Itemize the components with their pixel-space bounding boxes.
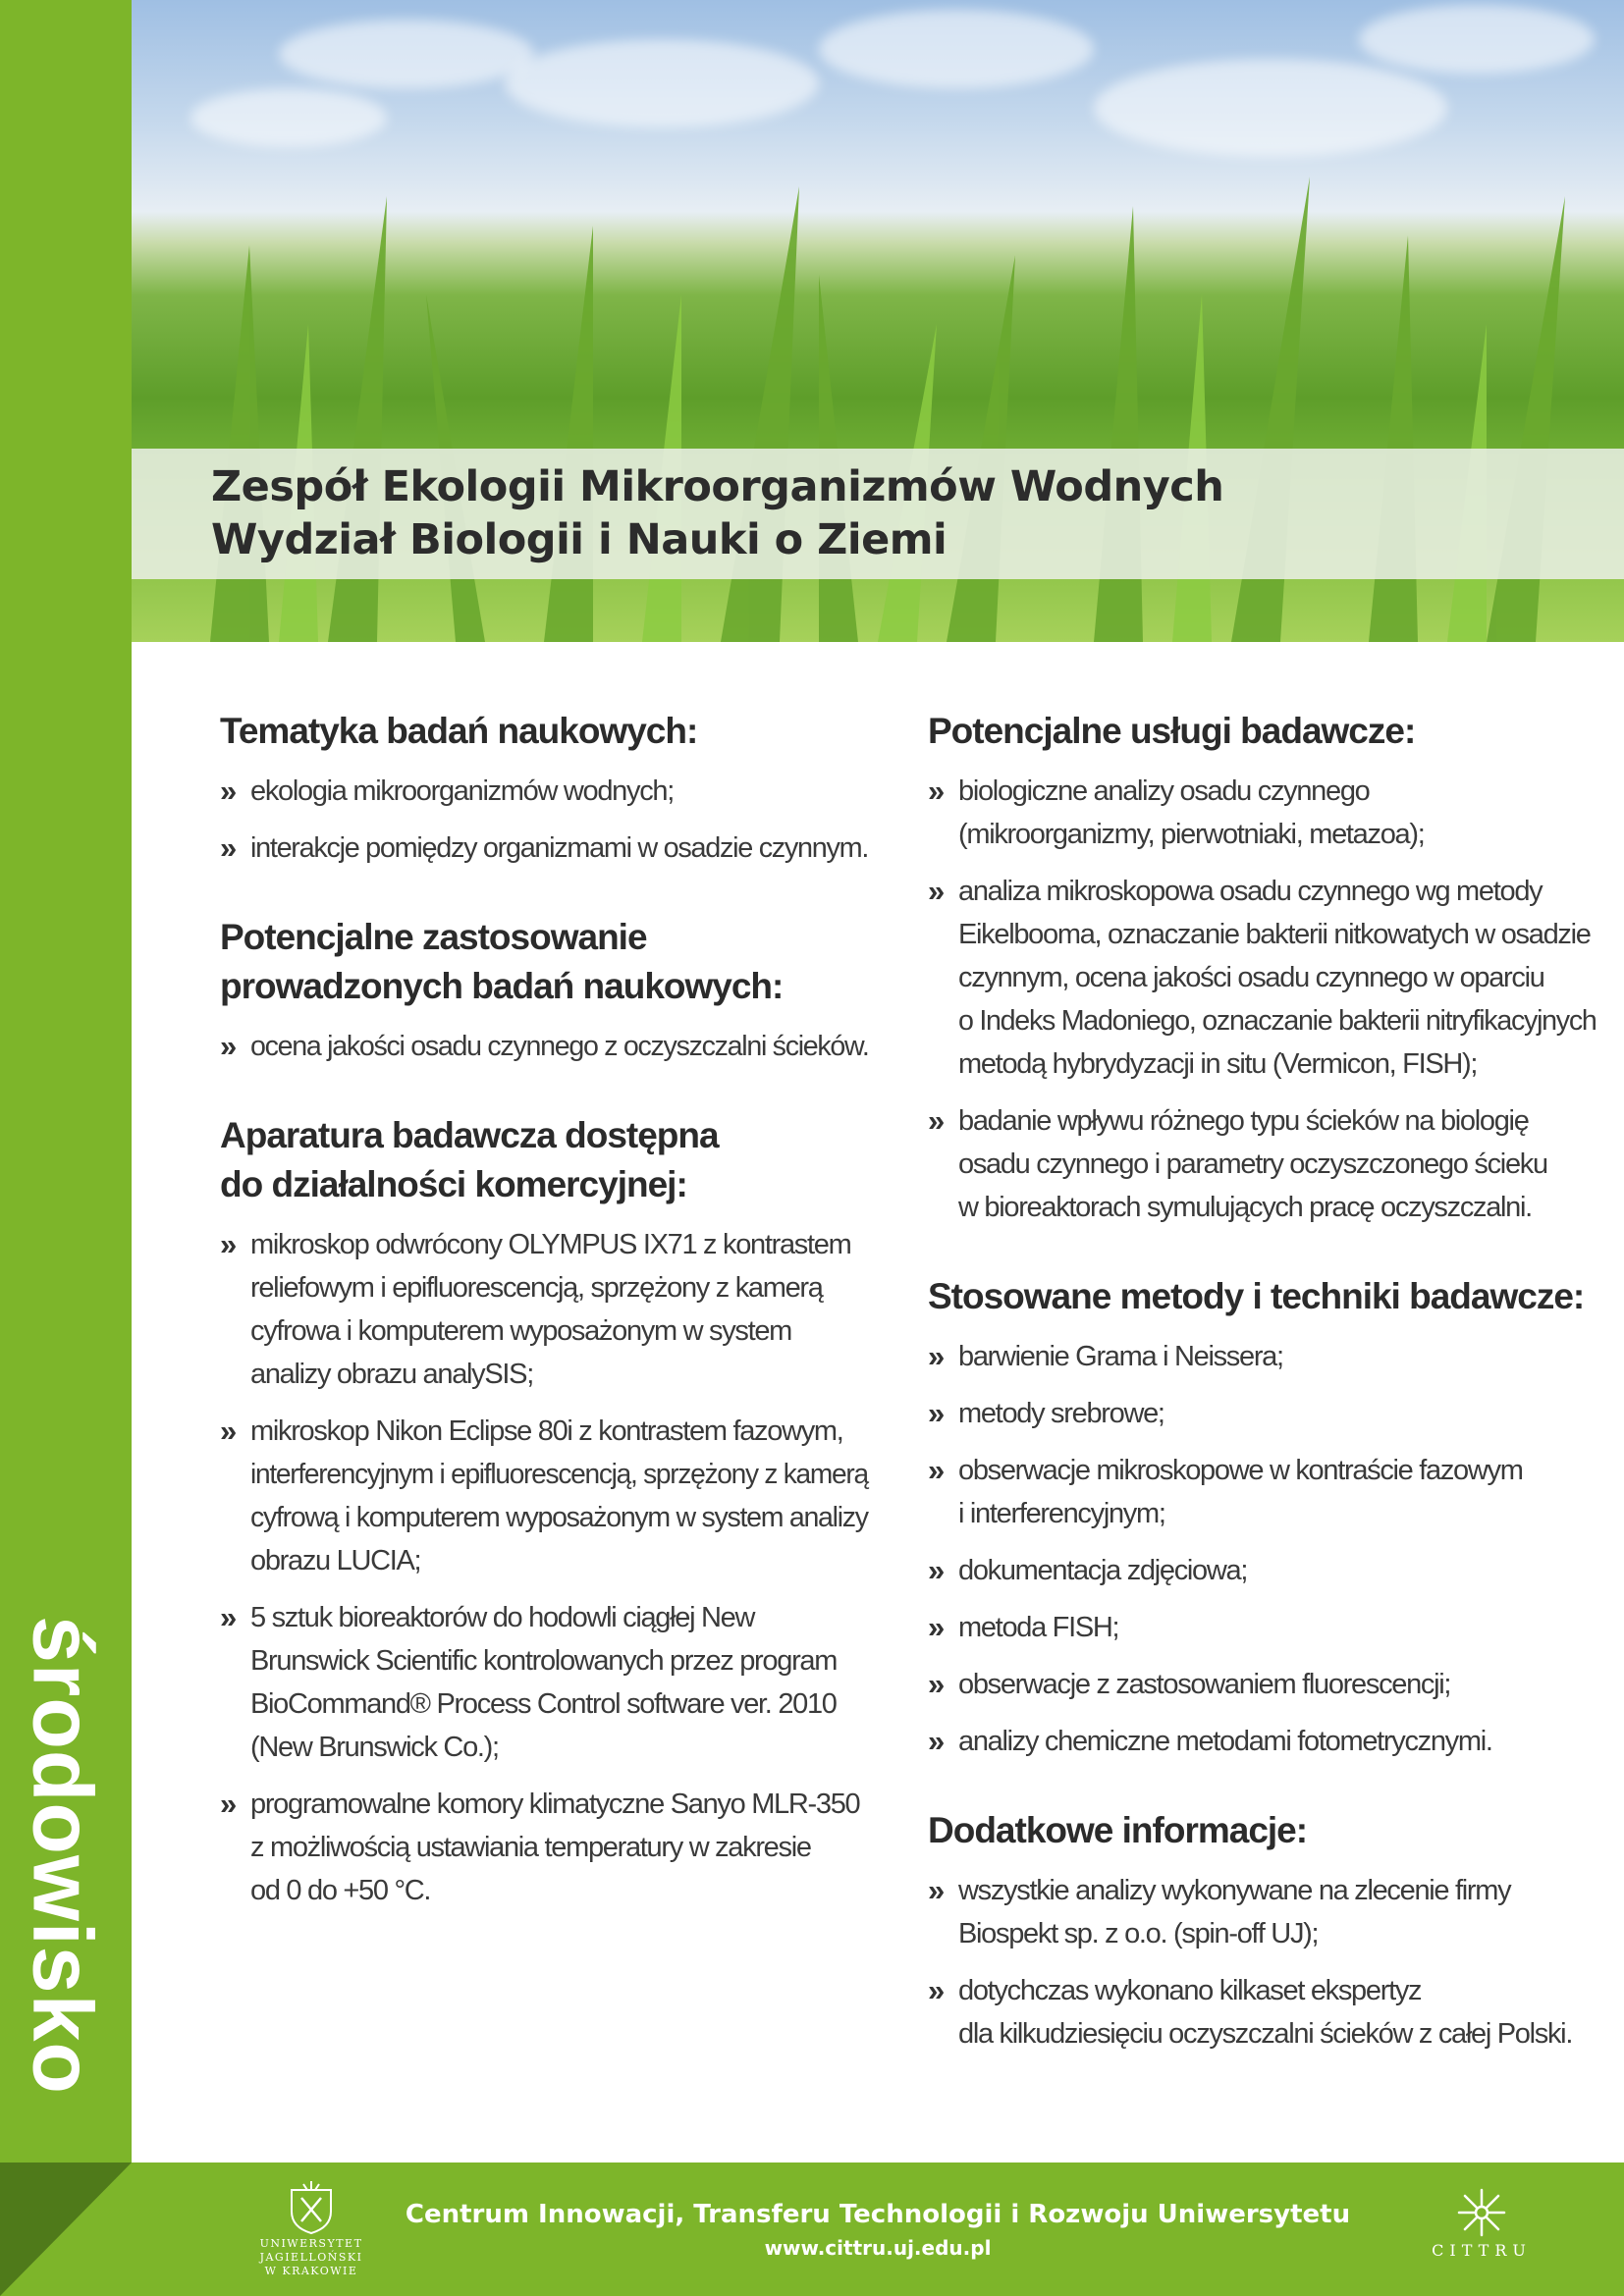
- content-section: [220, 1111, 868, 1912]
- cittru-logo: [1408, 2186, 1555, 2260]
- list-item-line: Eikelbooma, oznaczanie bakterii nitkowatych w osadzie: [958, 919, 1591, 950]
- footer: [132, 2163, 1624, 2296]
- footer-url-link[interactable]: www.cittru.uj.edu.pl: [764, 2236, 992, 2260]
- section-heading-line: Stosowane metody i techniki badawcze:: [928, 1276, 1585, 1316]
- bullet-marker: »: [928, 1339, 944, 1373]
- list-item-text: [250, 1596, 868, 1769]
- list-item-text: [250, 1783, 868, 1912]
- list-item-text: [250, 770, 868, 813]
- bullet-marker: »: [928, 1610, 944, 1644]
- list-item-text: [250, 1025, 868, 1068]
- bullet-marker: »: [928, 1667, 944, 1701]
- list-item-text: [958, 1663, 1596, 1706]
- list-item: [220, 1596, 868, 1769]
- bullet-marker: »: [220, 1600, 236, 1634]
- list-item-line: BioCommand® Process Control software ver. 2010: [250, 1688, 837, 1720]
- list-item-line: interferencyjnym i epifluorescencją, sprzężony z kamerą: [250, 1459, 868, 1490]
- list-item-text: [250, 1410, 868, 1582]
- list-item: [928, 1549, 1596, 1592]
- list-item-line: metody srebrowe;: [958, 1398, 1164, 1429]
- section-heading: [220, 913, 868, 1011]
- sidebar-vertical-label: środowisko: [15, 1616, 110, 2095]
- list-item-line: Biospekt sp. z o.o. (spin-off UJ);: [958, 1918, 1319, 1949]
- list-item-line: metodą hybrydyzacji in situ (Vermicon, FISH);: [958, 1048, 1478, 1080]
- title-banner: [132, 449, 1624, 579]
- list-item-text: [958, 1720, 1596, 1763]
- university-logo-line2: W KRAKOWIE: [264, 2265, 358, 2277]
- content-section: [220, 913, 868, 1068]
- list-item-text: [958, 1449, 1596, 1535]
- section-heading-line: Potencjalne zastosowanie: [220, 917, 647, 957]
- list-item-line: i interferencyjnym;: [958, 1498, 1165, 1529]
- list-item: [928, 1720, 1596, 1763]
- bullet-list: [220, 1025, 868, 1068]
- bullet-marker: »: [220, 1029, 236, 1063]
- list-item-line: interakcje pomiędzy organizmami w osadzie czynnym.: [250, 832, 869, 864]
- list-item-line: 5 sztuk bioreaktorów do hodowli ciągłej New: [250, 1602, 755, 1633]
- list-item-line: obrazu LUCIA;: [250, 1545, 421, 1576]
- list-item-text: [958, 1099, 1596, 1229]
- list-item-text: [958, 1392, 1596, 1435]
- cittru-star-icon: [1455, 2186, 1508, 2239]
- section-heading-line: Dodatkowe informacje:: [928, 1810, 1308, 1850]
- list-item: [220, 1223, 868, 1396]
- list-item-line: obserwacje mikroskopowe w kontraście fazowym: [958, 1455, 1523, 1486]
- bullet-marker: »: [928, 774, 944, 808]
- bullet-list: [928, 770, 1596, 1229]
- list-item-line: wszystkie analizy wykonywane na zlecenie firmy: [958, 1875, 1511, 1906]
- list-item: [928, 1969, 1596, 2056]
- list-item-text: [958, 1969, 1596, 2056]
- list-item-line: dotychczas wykonano kilkaset ekspertyz: [958, 1975, 1422, 2006]
- bullet-marker: »: [928, 1103, 944, 1138]
- list-item-line: (mikroorganizmy, pierwotniaki, metazoa);: [958, 819, 1425, 850]
- list-item-line: programowalne komory klimatyczne Sanyo MLR-350: [250, 1789, 860, 1820]
- sidebar-corner-triangle: [0, 2163, 132, 2296]
- list-item-line: dokumentacja zdjęciowa;: [958, 1555, 1248, 1586]
- bullet-marker: »: [928, 1873, 944, 1907]
- content-section: [928, 1272, 1596, 1763]
- section-heading: [220, 707, 868, 756]
- list-item-line: mikroskop Nikon Eclipse 80i z kontrastem fazowym,: [250, 1415, 843, 1447]
- cittru-logo-text: CITTRU: [1432, 2241, 1532, 2260]
- section-heading: [928, 1272, 1596, 1321]
- section-heading-line: do działalności komercyjnej:: [220, 1164, 687, 1204]
- bullet-marker: »: [220, 830, 236, 865]
- list-item-line: analizy chemiczne metodami fotometrycznymi.: [958, 1726, 1492, 1757]
- list-item-line: biologiczne analizy osadu czynnego: [958, 775, 1370, 807]
- content-section: [928, 707, 1596, 1229]
- list-item-line: cyfrowa i komputerem wyposażonym w system: [250, 1315, 792, 1347]
- bullet-marker: »: [220, 1787, 236, 1821]
- list-item: [928, 1335, 1596, 1378]
- left-column: [220, 707, 868, 1955]
- list-item-text: [250, 827, 868, 870]
- list-item-line: o Indeks Madoniego, oznaczanie bakterii nitryfikacyjnych: [958, 1005, 1597, 1037]
- list-item: [928, 1449, 1596, 1535]
- list-item-text: [958, 1549, 1596, 1592]
- right-column: [928, 707, 1596, 2099]
- section-heading-line: prowadzonych badań naukowych:: [220, 966, 784, 1006]
- list-item-line: od 0 do +50 °C.: [250, 1875, 431, 1906]
- list-item-text: [958, 1606, 1596, 1649]
- list-item-line: w bioreaktorach symulujących pracę oczyszczalni.: [958, 1192, 1532, 1223]
- list-item-line: osadu czynnego i parametry oczyszczonego ścieku: [958, 1148, 1547, 1180]
- list-item: [220, 770, 868, 813]
- bullet-list: [220, 770, 868, 870]
- list-item-text: [958, 770, 1596, 856]
- bullet-marker: »: [220, 774, 236, 808]
- bullet-marker: »: [220, 1227, 236, 1261]
- list-item: [220, 1025, 868, 1068]
- list-item-line: analiza mikroskopowa osadu czynnego wg metody: [958, 876, 1543, 907]
- list-item-line: obserwacje z zastosowaniem fluorescencji;: [958, 1669, 1451, 1700]
- list-item-line: analizy obrazu analySIS;: [250, 1359, 533, 1390]
- list-item-text: [958, 1869, 1596, 1955]
- bullet-marker: »: [928, 1724, 944, 1758]
- list-item-line: reliefowym i epifluorescencją, sprzężony z kamerą: [250, 1272, 823, 1304]
- list-item-line: metoda FISH;: [958, 1612, 1119, 1643]
- section-heading-line: Potencjalne usługi badawcze:: [928, 711, 1416, 751]
- bullet-marker: »: [928, 1973, 944, 2007]
- list-item: [928, 1606, 1596, 1649]
- list-item: [928, 770, 1596, 856]
- page-subtitle: Wydział Biologii i Nauki o Ziemi: [211, 515, 947, 564]
- section-heading-line: Tematyka badań naukowych:: [220, 711, 698, 751]
- bullet-list: [928, 1869, 1596, 2056]
- list-item-line: ocena jakości osadu czynnego z oczyszczalni ścieków.: [250, 1031, 869, 1062]
- content-section: [928, 1806, 1596, 2056]
- list-item-text: [250, 1223, 868, 1396]
- list-item-line: barwienie Grama i Neissera;: [958, 1341, 1283, 1372]
- list-item-line: z możliwością ustawiania temperatury w zakresie: [250, 1832, 811, 1863]
- list-item: [928, 1099, 1596, 1229]
- list-item: [928, 870, 1596, 1086]
- footer-title: Centrum Innowacji, Transferu Technologii i Rozwoju Uniwersytetu: [405, 2200, 1351, 2229]
- section-heading: [220, 1111, 868, 1209]
- list-item-line: cyfrową i komputerem wyposażonym w system analizy: [250, 1502, 868, 1533]
- section-heading: [928, 1806, 1596, 1855]
- section-heading: [928, 707, 1596, 756]
- bullet-marker: »: [928, 1553, 944, 1587]
- list-item: [928, 1869, 1596, 1955]
- bullet-list: [928, 1335, 1596, 1763]
- list-item: [220, 1410, 868, 1582]
- list-item-line: Brunswick Scientific kontrolowanych przez program: [250, 1645, 838, 1677]
- list-item-line: czynnym, ocena jakości osadu czynnego w oparciu: [958, 962, 1544, 993]
- list-item: [928, 1663, 1596, 1706]
- section-heading-line: Aparatura badawcza dostępna: [220, 1115, 719, 1155]
- list-item: [220, 1783, 868, 1912]
- list-item-line: ekologia mikroorganizmów wodnych;: [250, 775, 674, 807]
- list-item: [928, 1392, 1596, 1435]
- bullet-marker: »: [220, 1414, 236, 1448]
- bullet-marker: »: [928, 874, 944, 908]
- bullet-marker: »: [928, 1396, 944, 1430]
- list-item-text: [958, 1335, 1596, 1378]
- page-title: Zespół Ekologii Mikroorganizmów Wodnych: [211, 462, 1224, 511]
- university-logo-line1: UNIWERSYTET JAGIELLOŃSKI: [259, 2237, 363, 2264]
- list-item-line: (New Brunswick Co.);: [250, 1732, 499, 1763]
- list-item-line: dla kilkudziesięciu oczyszczalni ścieków z całej Polski.: [958, 2018, 1573, 2050]
- list-item-line: mikroskop odwrócony OLYMPUS IX71 z kontrastem: [250, 1229, 851, 1260]
- list-item-line: badanie wpływu różnego typu ścieków na biologię: [958, 1105, 1529, 1137]
- list-item-text: [958, 870, 1596, 1086]
- bullet-marker: »: [928, 1453, 944, 1487]
- list-item: [220, 827, 868, 870]
- bullet-list: [220, 1223, 868, 1912]
- content-section: [220, 707, 868, 870]
